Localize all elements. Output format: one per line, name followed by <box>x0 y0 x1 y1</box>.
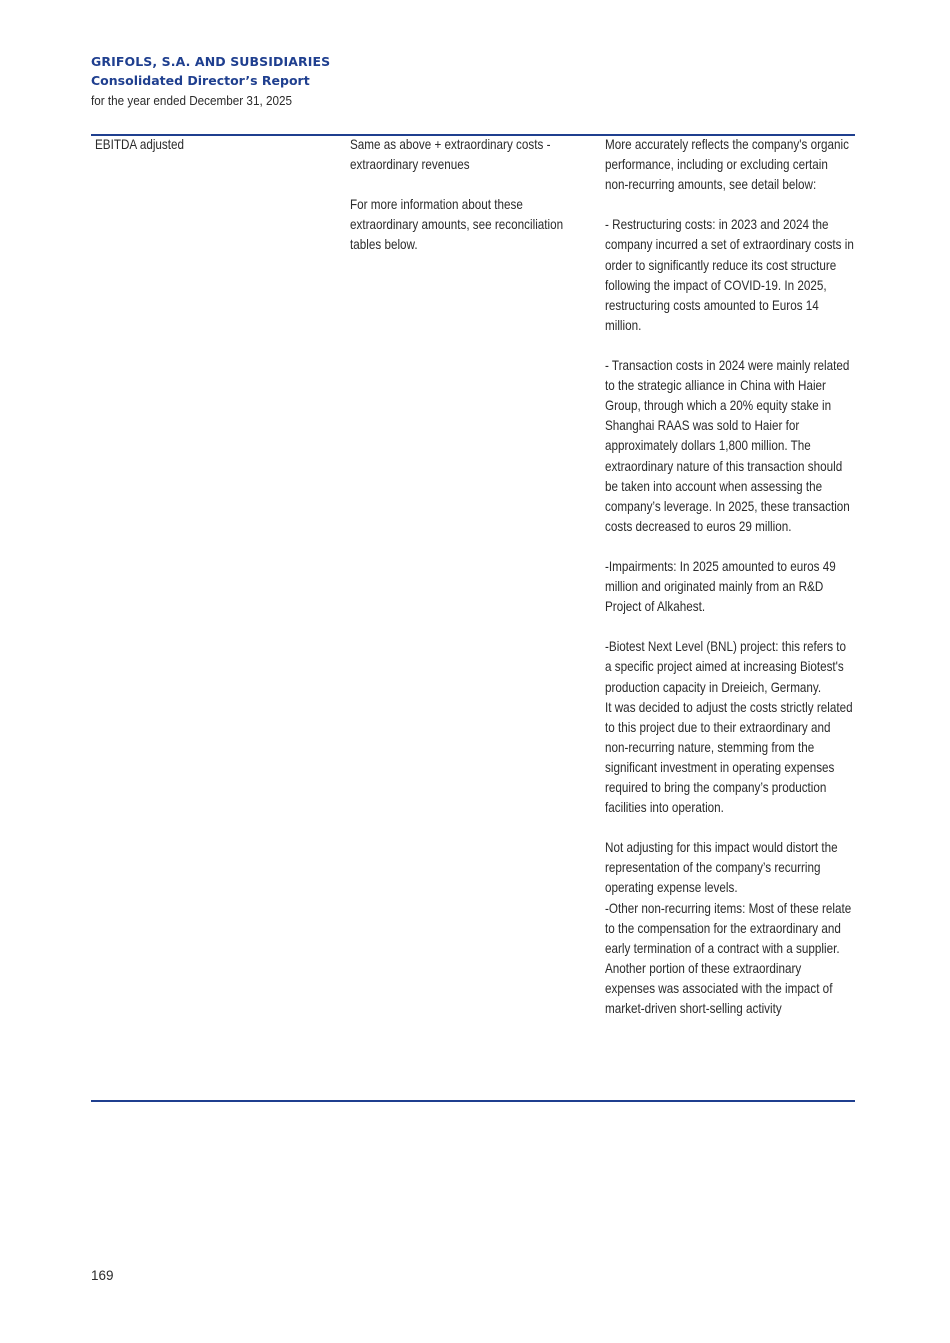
rationale-bnl: -Biotest Next Level (BNL) project: this refers to a specific project aimed at increasing Biotest's production capacity in Dreieich, Germany. <box>605 639 847 695</box>
rationale-column <box>605 135 855 1019</box>
rationale-impairments: -Impairments: In 2025 amounted to euros 49 million and originated mainly from an R&D Project of Alkahest. <box>605 558 836 615</box>
rationale-distortion: Not adjusting for this impact would distort the representation of the company’s recurring operating expense levels. <box>605 840 838 896</box>
definition-column <box>350 135 590 256</box>
report-period: for the year ended December 31, 2025 <box>91 93 292 108</box>
definition-note: For more information about these extraordinary amounts, see reconciliation tables below. <box>350 197 564 253</box>
rationale-bnl-adjustment: It was decided to adjust the costs strictly related to this project due to their extraordinary and non-recurring nature, stemming from the significant investment in operating expenses required to bring the company’s production facilities into operation. <box>605 699 853 816</box>
definition-formula: Same as above + extraordinary costs - extraordinary revenues <box>350 137 551 173</box>
rationale-transaction: - Transaction costs in 2024 were mainly related to the strategic alliance in China with Haier Group, through which a 20% equity stake in Shanghai RAAS was sold to Haier for approximately dollars 1,800 million. The extraordinary nature of this transaction should be taken into account when assessing the company’s leverage. In 2025, these transaction costs decreased to euros 29 million. <box>605 358 850 534</box>
measure-column <box>95 135 335 155</box>
rationale-other: -Other non-recurring items: Most of these relate to the compensation for the extraordinary and early termination of a contract with a supplier. Another portion of these extraordinary expenses was associated with the impact of market-driven short-selling activity <box>605 900 852 1017</box>
company-name: GRIFOLS, S.A. AND SUBSIDIARIES <box>91 54 331 69</box>
page-header <box>91 53 330 110</box>
rationale-intro: More accurately reflects the company's organic performance, including or excluding certain non-recurring amounts, see detail below: <box>605 137 849 193</box>
page-number: 169 <box>91 1268 114 1283</box>
rationale-restructuring: - Restructuring costs: in 2023 and 2024 the company incurred a set of extraordinary costs in order to significantly reduce its cost structure following the impact of COVID-19. In 2025, restructuring costs amounted to Euros 14 million. <box>605 217 854 333</box>
report-title: Consolidated Director’s Report <box>91 73 310 88</box>
measure-name: EBITDA adjusted <box>95 137 185 152</box>
table-bottom-rule <box>91 1100 855 1102</box>
